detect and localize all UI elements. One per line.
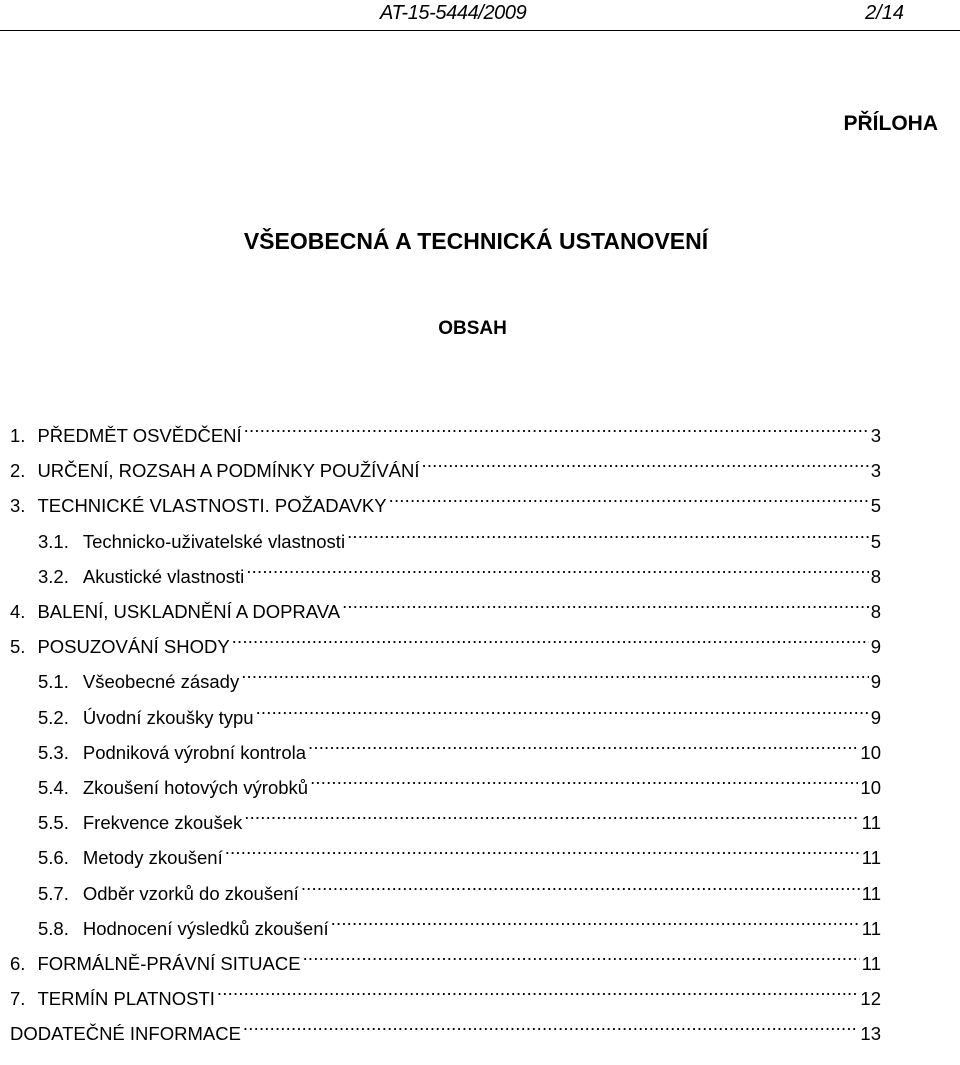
toc-entry-page: 12 xyxy=(860,988,881,1010)
toc-entry[interactable] xyxy=(10,586,881,622)
toc-entry[interactable] xyxy=(10,973,881,1010)
toc-entry-page: 11 xyxy=(861,847,881,869)
toc-entry[interactable] xyxy=(38,516,881,552)
toc-entry[interactable] xyxy=(38,832,881,869)
toc-entry-page: 3 xyxy=(870,425,881,446)
toc-entry[interactable] xyxy=(10,621,881,658)
toc-entry-title: TECHNICKÉ VLASTNOSTI. POŽADAVKY xyxy=(37,495,387,517)
toc-entry[interactable] xyxy=(38,727,881,763)
toc-entry-page: 11 xyxy=(861,812,881,834)
toc-entry[interactable] xyxy=(38,797,881,834)
page-header xyxy=(0,0,960,30)
toc-leader-dots xyxy=(217,973,859,1005)
toc-leader-dots xyxy=(225,832,860,864)
toc-entry[interactable] xyxy=(38,903,881,939)
toc-entry-page: 8 xyxy=(870,601,881,622)
toc-entry[interactable] xyxy=(38,551,881,587)
toc-entry-page: 13 xyxy=(860,1023,881,1045)
annex-label: PŘÍLOHA xyxy=(843,112,938,135)
toc-entry-page: 11 xyxy=(861,953,881,974)
toc-entry-page: 10 xyxy=(860,741,881,763)
page-title: VŠEOBECNÁ A TECHNICKÁ USTANOVENÍ xyxy=(243,228,709,254)
document-number: AT-15-5444/2009 xyxy=(380,2,527,24)
toc-leader-dots xyxy=(256,692,869,724)
toc-entry-page: 5 xyxy=(870,495,881,517)
toc-leader-dots xyxy=(301,868,860,900)
toc-entry-number: 5.6. xyxy=(38,847,69,869)
toc-entry-page: 9 xyxy=(870,636,881,658)
toc-entry-title: Zkoušení hotových výrobků xyxy=(82,777,309,798)
toc-entry[interactable] xyxy=(10,1008,881,1045)
toc-entry-number: 3.1. xyxy=(38,530,69,552)
toc-entry[interactable] xyxy=(10,410,881,446)
toc-entry-page: 10 xyxy=(860,777,881,798)
toc-leader-dots xyxy=(303,938,860,970)
toc-leader-dots xyxy=(246,551,868,583)
toc-leader-dots xyxy=(389,480,869,512)
toc-entry-number: 5.5. xyxy=(38,812,69,834)
toc-leader-dots xyxy=(331,903,860,935)
toc-entry-page: 11 xyxy=(861,917,881,939)
toc-entry-number: 5. xyxy=(10,636,26,658)
toc-leader-dots xyxy=(244,797,860,829)
toc-entry-page: 5 xyxy=(870,530,881,552)
toc-entry-page: 11 xyxy=(861,882,881,904)
toc-entry-title: BALENÍ, USKLADNĚNÍ A DOPRAVA xyxy=(37,601,341,622)
toc-entry-page: 9 xyxy=(870,671,881,693)
toc-entry-number: 2. xyxy=(10,460,26,482)
toc-entry-title: Technicko-uživatelské vlastnosti xyxy=(82,530,346,552)
toc-entry-title: Odběr vzorků do zkoušení xyxy=(82,882,299,904)
toc-leader-dots xyxy=(347,516,869,548)
toc-leader-dots xyxy=(241,656,869,688)
page-number: 2/14 xyxy=(865,2,904,24)
toc-entry-number: 1. xyxy=(10,425,26,446)
toc-entry[interactable] xyxy=(38,656,881,693)
toc-entry[interactable] xyxy=(10,938,881,974)
toc-leader-dots xyxy=(243,1008,859,1040)
toc-entry-number: 5.4. xyxy=(38,777,69,798)
toc-entry-title: Frekvence zkoušek xyxy=(82,812,243,834)
toc-entry-page: 8 xyxy=(870,565,881,587)
toc-entry-title: Všeobecné zásady xyxy=(82,671,240,693)
toc-entry-title: DODATEČNÉ INFORMACE xyxy=(10,1023,241,1045)
toc-entry-number: 7. xyxy=(10,988,26,1010)
toc-entry-number: 3. xyxy=(10,495,26,517)
toc-entry-page: 3 xyxy=(870,460,881,482)
toc-entry-number: 5.7. xyxy=(38,882,69,904)
toc-entry-title: Hodnocení výsledků zkoušení xyxy=(82,917,329,939)
toc-entry-title: Podniková výrobní kontrola xyxy=(82,741,307,763)
toc-entry-title: FORMÁLNĚ-PRÁVNÍ SITUACE xyxy=(37,953,301,974)
toc-entry-number: 3.2. xyxy=(38,565,69,587)
toc-entry-page: 9 xyxy=(870,706,881,728)
toc-leader-dots xyxy=(422,445,869,477)
toc-entry-title: POSUZOVÁNÍ SHODY xyxy=(37,636,230,658)
toc-leader-dots xyxy=(310,762,858,794)
toc-entry-title: URČENÍ, ROZSAH A PODMÍNKY POUŽÍVÁNÍ xyxy=(37,460,420,482)
toc-entry-title: TERMÍN PLATNOSTI xyxy=(37,988,215,1010)
toc-entry-title: PŘEDMĚT OSVĚDČENÍ xyxy=(37,425,242,446)
toc-entry-number: 6. xyxy=(10,953,26,974)
toc-entry[interactable] xyxy=(38,692,881,728)
toc-leader-dots xyxy=(244,410,869,442)
toc-entry-title: Akustické vlastnosti xyxy=(82,565,245,587)
toc-entry[interactable] xyxy=(10,480,881,517)
toc-leader-dots xyxy=(232,621,869,653)
toc-entry[interactable] xyxy=(38,868,881,904)
toc-entry-number: 5.8. xyxy=(38,917,69,939)
toc-leader-dots xyxy=(308,727,858,759)
toc-heading: OBSAH xyxy=(438,318,507,339)
toc-entry[interactable] xyxy=(10,445,881,482)
toc-entry-title: Úvodní zkoušky typu xyxy=(82,706,254,728)
toc-entry[interactable] xyxy=(38,762,881,798)
toc-entry-number: 5.3. xyxy=(38,741,69,763)
toc-entry-number: 5.2. xyxy=(38,706,69,728)
toc-entry-number: 5.1. xyxy=(38,671,69,693)
toc-entry-number: 4. xyxy=(10,601,26,622)
toc-entry-title: Metody zkoušení xyxy=(82,847,223,869)
header-divider xyxy=(0,30,960,31)
toc-leader-dots xyxy=(342,586,869,618)
